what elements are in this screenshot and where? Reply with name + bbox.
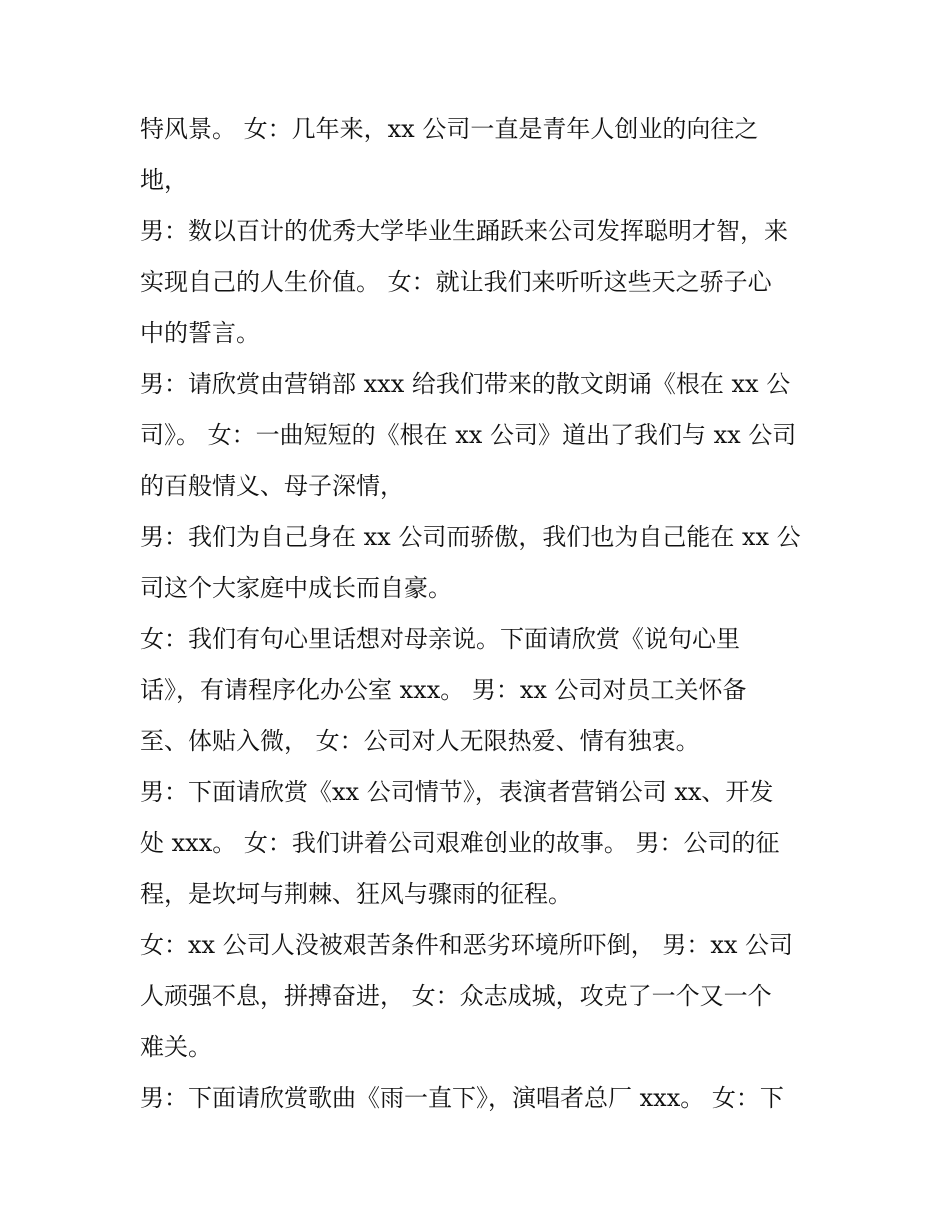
text-line: 人顽强不息，拼搏奋进， 女：众志成城，攻克了一个又一个 [140,982,772,1010]
text-line: 男：下面请欣赏《xx 公司情节》，表演者营销公司 xx、开发 [140,778,774,806]
text-line: 司》。 女：一曲短短的《根在 xx 公司》道出了我们与 xx 公司 [140,421,797,449]
text-line: 女：我们有句心里话想对母亲说。下面请欣赏《说句心里 [140,625,740,653]
document-body [140,104,820,1124]
text-line: 至、体贴入微， 女：公司对人无限热爱、情有独衷。 [140,727,700,755]
text-line: 处 xxx。 女：我们讲着公司艰难创业的故事。 男：公司的征 [140,829,780,857]
text-line: 司这个大家庭中成长而自豪。 [140,574,452,602]
text-line: 地， [140,166,188,194]
text-line: 男：下面请欣赏歌曲《雨一直下》，演唱者总厂 xxx。 女：下 [140,1084,784,1112]
text-line: 难关。 [140,1033,212,1061]
text-line: 特风景。 女：几年来，xx 公司一直是青年人创业的向往之 [140,115,759,143]
text-line: 话》，有请程序化办公室 xxx。 男：xx 公司对员工关怀备 [140,676,747,704]
text-line: 男：请欣赏由营销部 xxx 给我们带来的散文朗诵《根在 xx 公 [140,370,791,398]
text-line: 男：数以百计的优秀大学毕业生踊跃来公司发挥聪明才智，来 [140,217,788,245]
text-line: 男：我们为自己身在 xx 公司而骄傲，我们也为自己能在 xx 公 [140,523,801,551]
text-line: 女：xx 公司人没被艰苦条件和恶劣环境所吓倒， 男：xx 公司 [140,931,794,959]
text-line: 中的誓言。 [140,319,260,347]
text-line: 实现自己的人生价值。 女：就让我们来听听这些天之骄子心 [140,268,772,296]
text-line: 程，是坎坷与荆棘、狂风与骤雨的征程。 [140,880,572,908]
text-line: 的百般情义、母子深情， [140,472,404,500]
